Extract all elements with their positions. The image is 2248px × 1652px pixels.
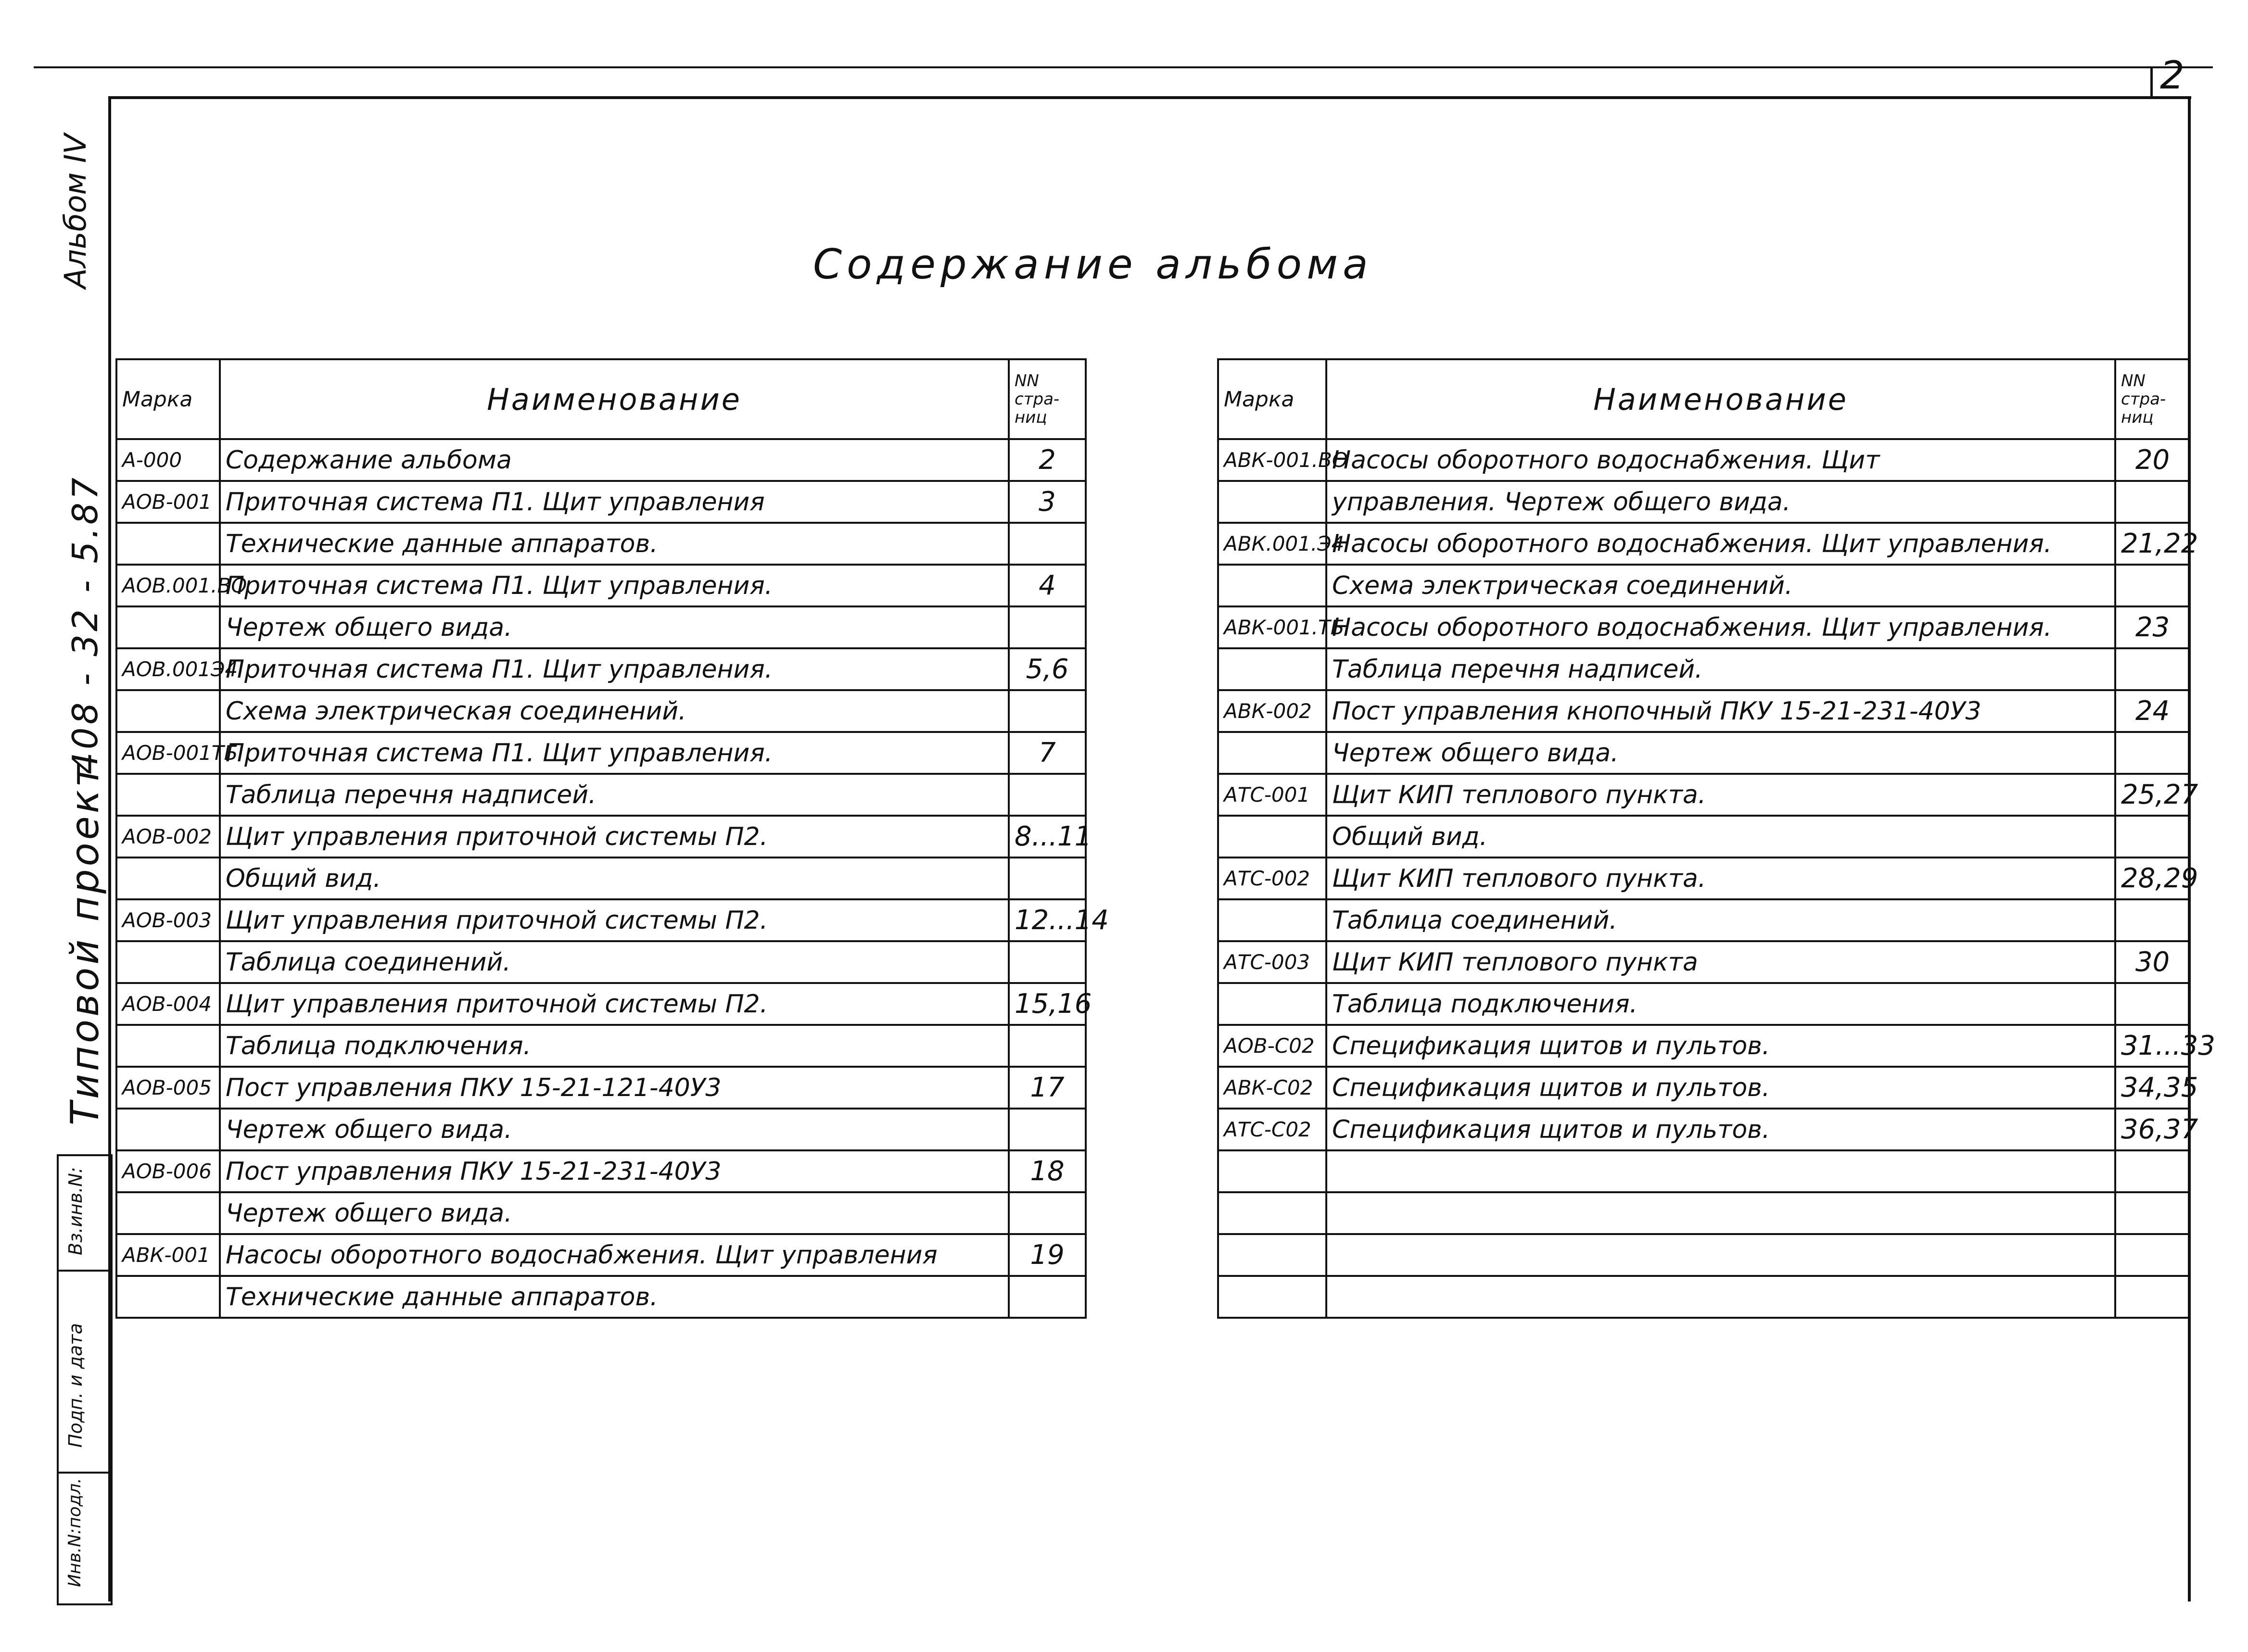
- frame-top: [108, 96, 2191, 99]
- table-row: [1218, 1192, 2190, 1234]
- project-code-label: 408 - 32 - 5.87: [65, 475, 105, 774]
- table-row: [1218, 1109, 2190, 1150]
- row-pages: [1009, 774, 1086, 816]
- column-header-code: Марка: [1218, 359, 1326, 439]
- row-code: [1218, 565, 1326, 606]
- row-name: Таблица подключения.: [220, 1025, 1009, 1067]
- row-pages: 30: [2115, 941, 2190, 983]
- row-name: [1326, 1192, 2115, 1234]
- table-row: [116, 565, 1086, 606]
- row-pages: 31...33: [2115, 1025, 2190, 1067]
- table-row: [116, 732, 1086, 774]
- row-name: Щит управления приточной системы П2.: [220, 983, 1009, 1025]
- row-name: Чертеж общего вида.: [220, 1192, 1009, 1234]
- row-pages: 2: [1009, 439, 1086, 481]
- table-row: [1218, 690, 2190, 732]
- table-row: [116, 1109, 1086, 1150]
- table-row: [1218, 606, 2190, 648]
- row-pages: [1009, 606, 1086, 648]
- row-code: АВК-С02: [1218, 1067, 1326, 1109]
- row-code: АТС-002: [1218, 858, 1326, 899]
- row-code: АОВ-006: [116, 1150, 220, 1192]
- row-pages: 23: [2115, 606, 2190, 648]
- table-row: [116, 941, 1086, 983]
- row-pages: [2115, 1234, 2190, 1276]
- page-number: 2: [2160, 53, 2184, 98]
- row-code: [1218, 816, 1326, 858]
- table-row: [116, 1276, 1086, 1318]
- row-name: Общий вид.: [1326, 816, 2115, 858]
- row-pages: [2115, 648, 2190, 690]
- row-name: Таблица подключения.: [1326, 983, 2115, 1025]
- row-name: Щит КИП теплового пункта: [1326, 941, 2115, 983]
- row-name: Приточная система П1. Щит управления.: [220, 565, 1009, 606]
- table-row: [1218, 816, 2190, 858]
- row-pages: 15,16: [1009, 983, 1086, 1025]
- row-code: АВК-001.ВО: [1218, 439, 1326, 481]
- project-type-label: Типовой проект: [63, 762, 107, 1125]
- row-name: Общий вид.: [220, 858, 1009, 899]
- row-code: [1218, 1234, 1326, 1276]
- table-row: [1218, 481, 2190, 523]
- row-code: АОВ-001ТБ: [116, 732, 220, 774]
- row-code: АОВ-002: [116, 816, 220, 858]
- row-name: Таблица соединений.: [1326, 899, 2115, 941]
- row-name: Схема электрическая соединений.: [1326, 565, 2115, 606]
- row-code: [1218, 899, 1326, 941]
- row-name: Спецификация щитов и пультов.: [1326, 1067, 2115, 1109]
- pages-header-line-3: ниц: [2121, 408, 2154, 427]
- table-row: [116, 1067, 1086, 1109]
- row-name: управления. Чертеж общего вида.: [1326, 481, 2115, 523]
- row-code: АОВ.001.ВО: [116, 565, 220, 606]
- row-name: Технические данные аппаратов.: [220, 523, 1009, 565]
- row-pages: 36,37: [2115, 1109, 2190, 1150]
- column-header-name: Наименование: [1326, 359, 2115, 439]
- row-name: Приточная система П1. Щит управления.: [220, 648, 1009, 690]
- table-row: [116, 1150, 1086, 1192]
- pages-header-line-1: NN: [1015, 371, 1039, 391]
- row-code: А-000: [116, 439, 220, 481]
- row-name: [1326, 1150, 2115, 1192]
- album-label: Альбом IV: [58, 134, 93, 289]
- row-code: [1218, 983, 1326, 1025]
- row-code: АОВ-005: [116, 1067, 220, 1109]
- row-code: [1218, 732, 1326, 774]
- row-code: АВК.001.Э4: [1218, 523, 1326, 565]
- table-row: [1218, 1025, 2190, 1067]
- row-pages: [1009, 1276, 1086, 1318]
- row-code: АТС-001: [1218, 774, 1326, 816]
- table-row: [1218, 899, 2190, 941]
- row-pages: 7: [1009, 732, 1086, 774]
- row-code: [116, 523, 220, 565]
- row-pages: [1009, 941, 1086, 983]
- row-name: Насосы оборотного водоснабжения. Щит управления.: [1326, 523, 2115, 565]
- row-pages: [1009, 690, 1086, 732]
- row-pages: 25,27: [2115, 774, 2190, 816]
- row-pages: [1009, 523, 1086, 565]
- row-code: АОВ-С02: [1218, 1025, 1326, 1067]
- table-row: [116, 606, 1086, 648]
- stamp-inv-label: Вз.инв.N:: [65, 1167, 86, 1255]
- row-code: АОВ-004: [116, 983, 220, 1025]
- table-row: [1218, 523, 2190, 565]
- row-pages: [1009, 1025, 1086, 1067]
- row-pages: 20: [2115, 439, 2190, 481]
- pages-header-line-2: стра-: [1015, 390, 1060, 409]
- row-name: [1326, 1276, 2115, 1318]
- table-row: [116, 1192, 1086, 1234]
- row-name: Пост управления ПКУ 15-21-121-40У3: [220, 1067, 1009, 1109]
- table-row: [1218, 732, 2190, 774]
- row-name: Приточная система П1. Щит управления.: [220, 732, 1009, 774]
- table-row: [116, 983, 1086, 1025]
- row-name: Насосы оборотного водоснабжения. Щит управления: [220, 1234, 1009, 1276]
- row-code: АТС-С02: [1218, 1109, 1326, 1150]
- row-code: [116, 1276, 220, 1318]
- row-code: [1218, 1150, 1326, 1192]
- row-pages: 12...14: [1009, 899, 1086, 941]
- row-name: Чертеж общего вида.: [1326, 732, 2115, 774]
- row-name: Насосы оборотного водоснабжения. Щит: [1326, 439, 2115, 481]
- row-code: [1218, 1276, 1326, 1318]
- row-name: Щит управления приточной системы П2.: [220, 816, 1009, 858]
- row-code: [116, 1192, 220, 1234]
- table-header-row: [116, 359, 1086, 439]
- table-row: [1218, 1067, 2190, 1109]
- stamp-sign-label: Подп. и дата: [65, 1323, 86, 1448]
- row-code: [116, 941, 220, 983]
- row-name: Таблица соединений.: [220, 941, 1009, 983]
- top-rule: [34, 66, 2213, 68]
- row-code: АВК-002: [1218, 690, 1326, 732]
- table-row: [116, 648, 1086, 690]
- row-pages: 24: [2115, 690, 2190, 732]
- row-code: [116, 1109, 220, 1150]
- column-header-pages: [2115, 359, 2190, 439]
- table-row: [116, 439, 1086, 481]
- row-name: Спецификация щитов и пультов.: [1326, 1025, 2115, 1067]
- row-pages: 28,29: [2115, 858, 2190, 899]
- row-pages: [2115, 1192, 2190, 1234]
- row-code: [116, 858, 220, 899]
- row-name: Пост управления кнопочный ПКУ 15-21-231-40У3: [1326, 690, 2115, 732]
- row-pages: [2115, 816, 2190, 858]
- table-row: [1218, 858, 2190, 899]
- pages-header-line-1: NN: [2121, 371, 2146, 391]
- row-code: [116, 774, 220, 816]
- contents-table-left: [115, 358, 1109, 1319]
- row-pages: 8...11: [1009, 816, 1086, 858]
- table-row: [1218, 1234, 2190, 1276]
- stamp-divider-2: [57, 1472, 109, 1474]
- contents-table-right: [1217, 358, 2215, 1319]
- row-name: Насосы оборотного водоснабжения. Щит управления.: [1326, 606, 2115, 648]
- row-code: АВК-001: [116, 1234, 220, 1276]
- row-name: Чертеж общего вида.: [220, 606, 1009, 648]
- table-row: [116, 858, 1086, 899]
- row-pages: 17: [1009, 1067, 1086, 1109]
- pages-header-line-2: стра-: [2121, 390, 2166, 409]
- row-pages: [2115, 732, 2190, 774]
- row-code: [116, 1025, 220, 1067]
- table-row: [116, 1025, 1086, 1067]
- table-row: [1218, 983, 2190, 1025]
- row-pages: [1009, 1192, 1086, 1234]
- row-name: Щит КИП теплового пункта.: [1326, 774, 2115, 816]
- row-name: Приточная система П1. Щит управления: [220, 481, 1009, 523]
- row-pages: [2115, 899, 2190, 941]
- table-row: [116, 1234, 1086, 1276]
- row-pages: [2115, 565, 2190, 606]
- row-code: АВК-001.ТБ: [1218, 606, 1326, 648]
- row-pages: 18: [1009, 1150, 1086, 1192]
- row-code: [1218, 648, 1326, 690]
- row-code: [116, 690, 220, 732]
- row-name: Технические данные аппаратов.: [220, 1276, 1009, 1318]
- table-row: [1218, 1276, 2190, 1318]
- row-pages: [2115, 1276, 2190, 1318]
- row-code: [1218, 481, 1326, 523]
- table-row: [1218, 565, 2190, 606]
- table-header-row: [1218, 359, 2190, 439]
- table-row: [1218, 439, 2190, 481]
- table-row: [1218, 1150, 2190, 1192]
- pages-header-line-3: ниц: [1015, 408, 1047, 427]
- table-row: [1218, 941, 2190, 983]
- row-pages: [2115, 983, 2190, 1025]
- row-code: АТС-003: [1218, 941, 1326, 983]
- table-row: [116, 481, 1086, 523]
- row-name: Пост управления ПКУ 15-21-231-40У3: [220, 1150, 1009, 1192]
- table-row: [1218, 648, 2190, 690]
- row-pages: 5,6: [1009, 648, 1086, 690]
- row-code: АОВ-003: [116, 899, 220, 941]
- row-pages: [1009, 858, 1086, 899]
- page-number-box-left: [2150, 67, 2153, 99]
- table-row: [1218, 774, 2190, 816]
- row-code: АОВ.001Э4: [116, 648, 220, 690]
- table-row: [116, 523, 1086, 565]
- stamp-divider-1: [57, 1270, 109, 1272]
- row-pages: 3: [1009, 481, 1086, 523]
- row-name: Схема электрическая соединений.: [220, 690, 1009, 732]
- row-pages: 34,35: [2115, 1067, 2190, 1109]
- row-name: Спецификация щитов и пультов.: [1326, 1109, 2115, 1150]
- stamp-orig-label: Инв.N:подл.: [65, 1477, 85, 1587]
- table-row: [116, 774, 1086, 816]
- table-row: [116, 899, 1086, 941]
- table-row: [116, 690, 1086, 732]
- row-name: Содержание альбома: [220, 439, 1009, 481]
- row-name: Щит управления приточной системы П2.: [220, 899, 1009, 941]
- row-pages: 21,22: [2115, 523, 2190, 565]
- column-header-name: Наименование: [220, 359, 1009, 439]
- table-row: [116, 816, 1086, 858]
- row-code: [116, 606, 220, 648]
- row-code: [1218, 1192, 1326, 1234]
- row-name: [1326, 1234, 2115, 1276]
- row-name: Щит КИП теплового пункта.: [1326, 858, 2115, 899]
- column-header-code: Марка: [116, 359, 220, 439]
- row-pages: 4: [1009, 565, 1086, 606]
- row-pages: [2115, 1150, 2190, 1192]
- row-pages: 19: [1009, 1234, 1086, 1276]
- row-name: Таблица перечня надписей.: [1326, 648, 2115, 690]
- page-title: Содержание альбома: [813, 240, 1373, 289]
- column-header-pages: [1009, 359, 1086, 439]
- row-name: Таблица перечня надписей.: [220, 774, 1009, 816]
- row-code: АОВ-001: [116, 481, 220, 523]
- row-pages: [2115, 481, 2190, 523]
- row-pages: [1009, 1109, 1086, 1150]
- row-name: Чертеж общего вида.: [220, 1109, 1009, 1150]
